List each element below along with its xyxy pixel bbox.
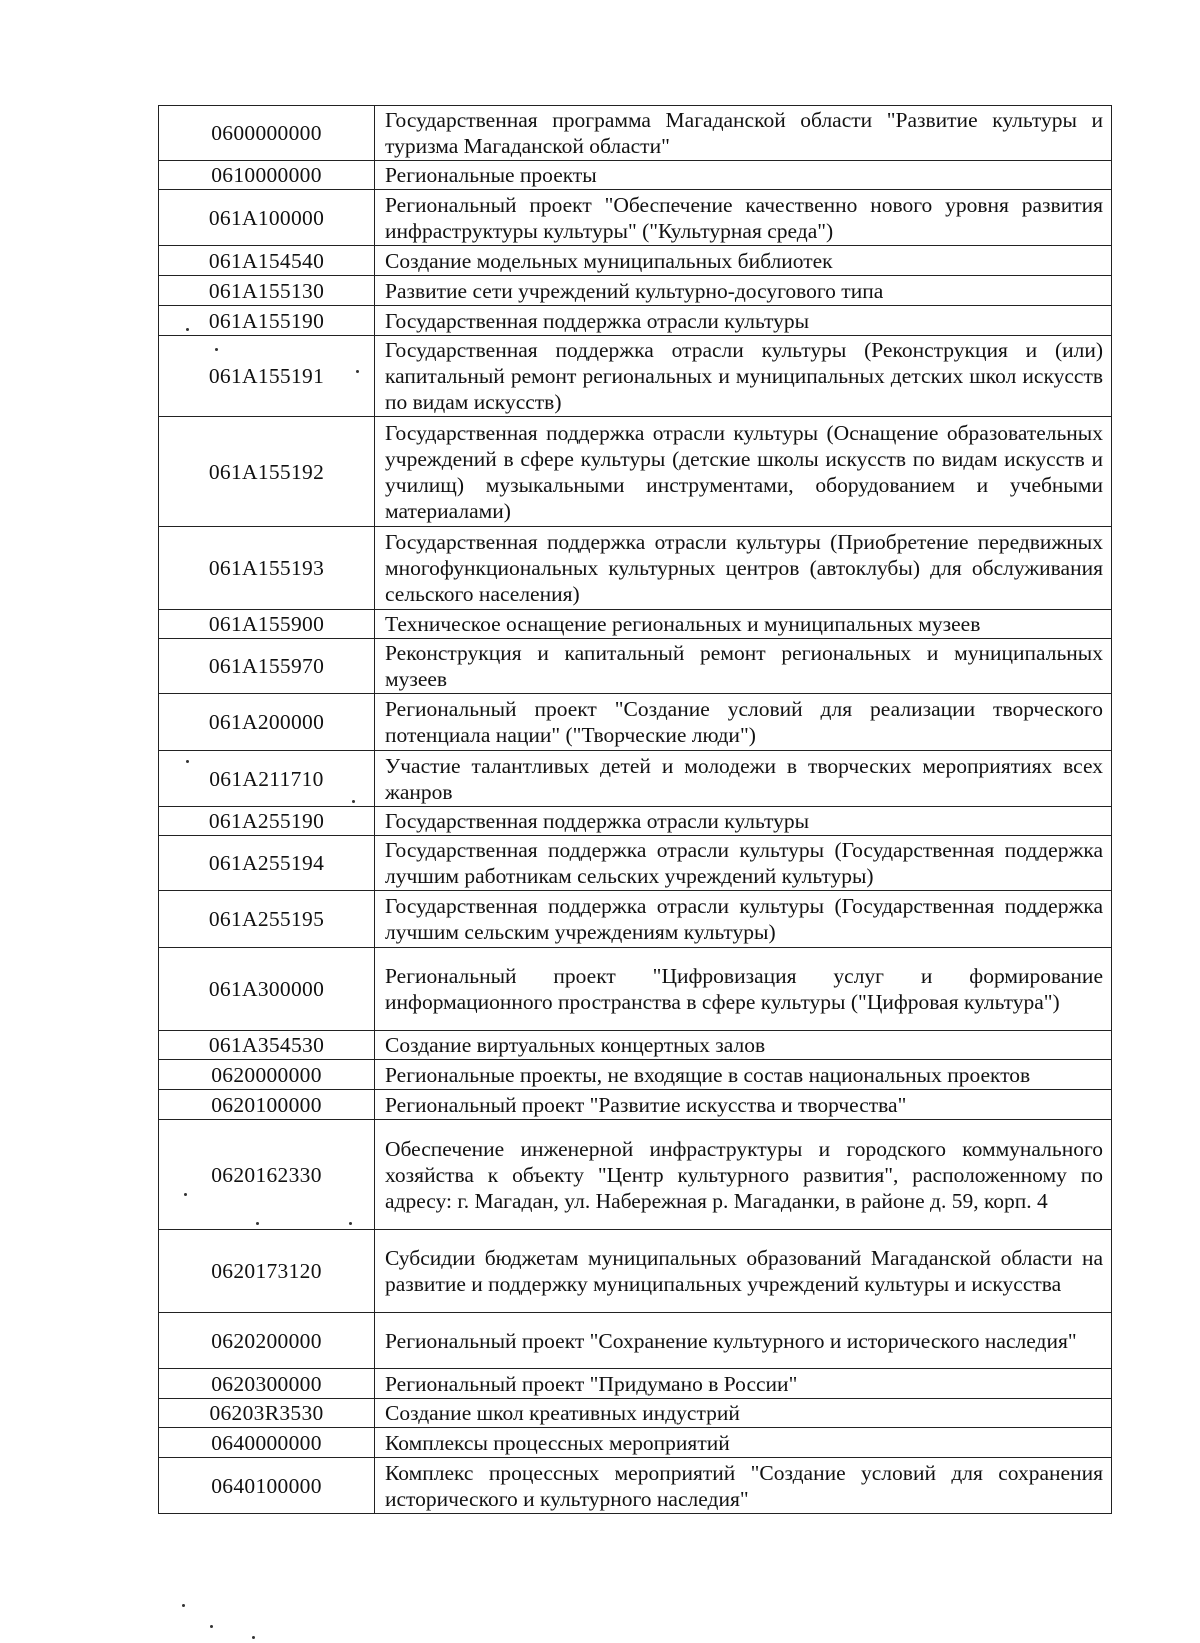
table-row — [159, 306, 1112, 336]
table-row — [159, 527, 1112, 610]
row-code: 061A255190 — [159, 807, 375, 836]
row-code: 06203R3530 — [159, 1399, 375, 1428]
table-row — [159, 161, 1112, 190]
row-code: 061A155900 — [159, 610, 375, 639]
scan-speck — [352, 800, 355, 803]
row-name: Региональный проект "Обеспечение качественно нового уровня развития инфраструктуры культуры" ("Культурная среда") — [375, 190, 1112, 246]
table-row — [159, 336, 1112, 417]
row-code: 0620100000 — [159, 1090, 375, 1120]
row-name: Государственная поддержка отрасли культуры (Приобретение передвижных многофункциональных культурных центров (автоклубы) для обслуживания сельского населения) — [375, 527, 1112, 610]
table-row — [159, 417, 1112, 527]
scan-speck — [215, 348, 218, 351]
row-code: 061A211710 — [159, 751, 375, 807]
row-name: Создание школ креативных индустрий — [375, 1399, 1112, 1428]
row-code: 0620300000 — [159, 1369, 375, 1399]
row-name: Региональный проект "Придумано в России" — [375, 1369, 1112, 1399]
row-name: Государственная поддержка отрасли культуры — [375, 807, 1112, 836]
row-code: 061A354530 — [159, 1031, 375, 1060]
row-name: Участие талантливых детей и молодежи в творческих мероприятиях всех жанров — [375, 751, 1112, 807]
scan-speck — [186, 328, 189, 331]
table-row — [159, 1060, 1112, 1090]
table-row — [159, 751, 1112, 807]
row-name: Развитие сети учреждений культурно-досугового типа — [375, 276, 1112, 306]
row-code: 061A100000 — [159, 190, 375, 246]
row-code: 061A155970 — [159, 639, 375, 694]
table-row — [159, 694, 1112, 751]
row-name: Региональный проект "Сохранение культурного и исторического наследия" — [375, 1313, 1112, 1369]
table-row — [159, 1031, 1112, 1060]
row-code: 0610000000 — [159, 161, 375, 190]
table-row — [159, 1090, 1112, 1120]
row-name: Региональный проект "Цифровизация услуг и формирование информационного пространства в сфере культуры ("Цифровая культура") — [375, 948, 1112, 1031]
table-row — [159, 836, 1112, 891]
table-row — [159, 891, 1112, 948]
row-code: 0620162330 — [159, 1120, 375, 1230]
scan-speck — [210, 1625, 213, 1628]
row-code: 0620200000 — [159, 1313, 375, 1369]
scan-speck — [186, 760, 189, 763]
row-code: 061A255194 — [159, 836, 375, 891]
budget-classification-table — [158, 105, 1112, 1514]
row-name: Региональные проекты, не входящие в состав национальных проектов — [375, 1060, 1112, 1090]
row-code: 0600000000 — [159, 106, 375, 161]
row-code: 0620173120 — [159, 1230, 375, 1313]
row-code: 061A155191 — [159, 336, 375, 417]
row-name: Государственная поддержка отрасли культуры (Оснащение образовательных учреждений в сфере культуры (детские школы искусств по видам искусств и училищ) музыкальными инструментами, оборудованием и учебными материалами) — [375, 417, 1112, 527]
row-name: Государственная поддержка отрасли культуры (Реконструкция и (или) капитальный ремонт региональных и муниципальных детских школ искусств по видам искусств) — [375, 336, 1112, 417]
row-code: 061A255195 — [159, 891, 375, 948]
row-name: Реконструкция и капитальный ремонт региональных и муниципальных музеев — [375, 639, 1112, 694]
scan-speck — [256, 1222, 259, 1225]
row-name: Комплексы процессных мероприятий — [375, 1428, 1112, 1458]
row-name: Комплекс процессных мероприятий "Создание условий для сохранения исторического и культурного наследия" — [375, 1458, 1112, 1514]
row-code: 0620000000 — [159, 1060, 375, 1090]
scan-speck — [182, 1604, 185, 1607]
table-row — [159, 807, 1112, 836]
row-code: 061A300000 — [159, 948, 375, 1031]
row-code: 061A155130 — [159, 276, 375, 306]
table-row — [159, 1120, 1112, 1230]
table-row — [159, 1230, 1112, 1313]
row-code: 0640000000 — [159, 1428, 375, 1458]
row-name: Государственная программа Магаданской области "Развитие культуры и туризма Магаданской области" — [375, 106, 1112, 161]
table-row — [159, 948, 1112, 1031]
row-name: Техническое оснащение региональных и муниципальных музеев — [375, 610, 1112, 639]
table-row — [159, 276, 1112, 306]
table-row — [159, 190, 1112, 246]
table-row — [159, 610, 1112, 639]
row-code: 0640100000 — [159, 1458, 375, 1514]
row-name: Государственная поддержка отрасли культуры (Государственная поддержка лучшим сельским учреждениям культуры) — [375, 891, 1112, 948]
row-name: Создание виртуальных концертных залов — [375, 1031, 1112, 1060]
table-row — [159, 106, 1112, 161]
row-code: 061A155190 — [159, 306, 375, 336]
row-name: Создание модельных муниципальных библиотек — [375, 246, 1112, 276]
row-name: Субсидии бюджетам муниципальных образований Магаданской области на развитие и поддержку муниципальных учреждений культуры и искусства — [375, 1230, 1112, 1313]
row-code: 061A154540 — [159, 246, 375, 276]
scan-speck — [184, 1193, 187, 1196]
table-row — [159, 246, 1112, 276]
table-row — [159, 1428, 1112, 1458]
row-name: Государственная поддержка отрасли культуры — [375, 306, 1112, 336]
row-name: Региональный проект "Создание условий для реализации творческого потенциала нации" ("Творческие люди") — [375, 694, 1112, 751]
table-row — [159, 639, 1112, 694]
scan-speck — [252, 1636, 255, 1639]
table-row — [159, 1458, 1112, 1514]
table-row — [159, 1313, 1112, 1369]
scan-speck — [356, 370, 359, 373]
row-name: Региональный проект "Развитие искусства и творчества" — [375, 1090, 1112, 1120]
table-body — [159, 106, 1112, 1514]
row-name: Региональные проекты — [375, 161, 1112, 190]
row-name: Обеспечение инженерной инфраструктуры и городского коммунального хозяйства к объекту "Центр культурного развития", расположенному по адресу: г. Магадан, ул. Набережная р. Магаданки, в районе д. 59, корп. 4 — [375, 1120, 1112, 1230]
row-code: 061A155193 — [159, 527, 375, 610]
row-name: Государственная поддержка отрасли культуры (Государственная поддержка лучшим работникам сельских учреждений культуры) — [375, 836, 1112, 891]
scan-speck — [349, 1222, 352, 1225]
table-row — [159, 1399, 1112, 1428]
row-code: 061A200000 — [159, 694, 375, 751]
table-row — [159, 1369, 1112, 1399]
row-code: 061A155192 — [159, 417, 375, 527]
